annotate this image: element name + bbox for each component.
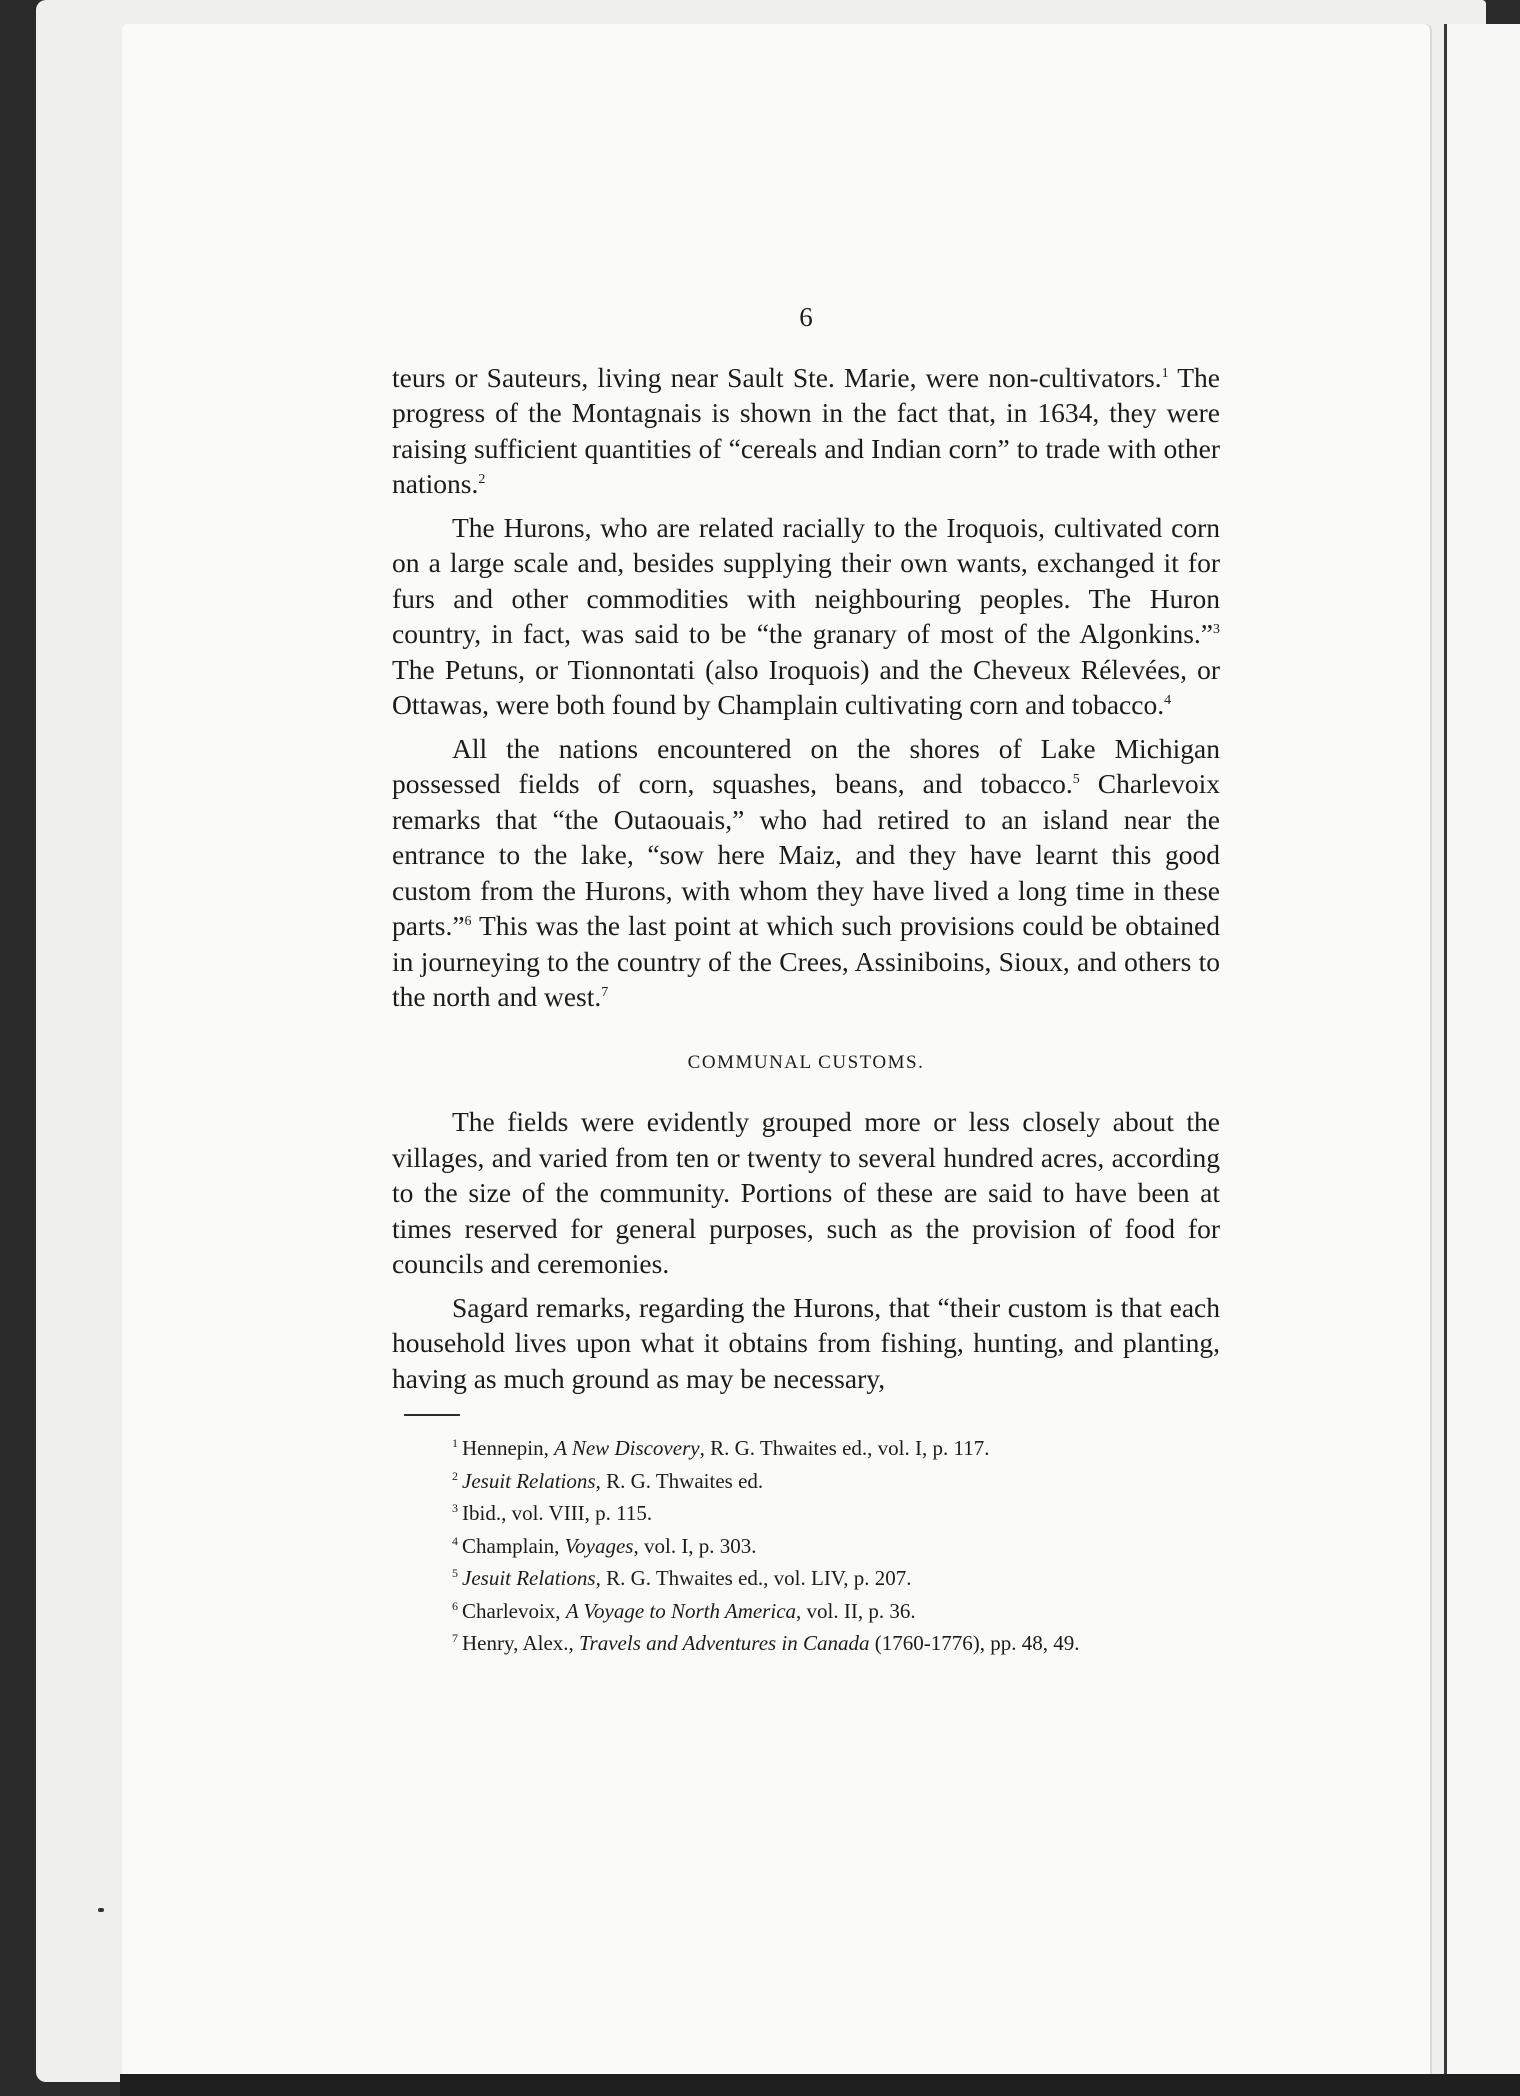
paragraph: [392, 731, 1220, 1015]
footnote-number: 6: [452, 1598, 458, 1613]
footnote-ref: 7: [601, 984, 609, 1000]
footnote-text: , vol. I, p. 303.: [633, 1533, 757, 1558]
paragraph: [392, 1104, 1220, 1282]
footnote-title: Jesuit Relations: [462, 1468, 596, 1493]
footnote-title: A New Discovery: [554, 1436, 700, 1460]
footnote-title: Voyages: [564, 1533, 634, 1558]
paragraph: [392, 1290, 1220, 1397]
footnote-number: 2: [452, 1468, 458, 1483]
footnote: [452, 1528, 1220, 1561]
footnote-number: 7: [452, 1631, 458, 1645]
paragraph-text: The Hurons, who are related racially to the Iroquois, cultivated corn on a large scale and, besides supplying their own wants, exchanged it for furs and other commodities with neighbouring peoples. The Huron country, in fact, was said to be “the granary of most of the Algonkins.”: [392, 511, 1220, 649]
footnote-text: , R. G. Thwaites ed.: [595, 1468, 764, 1493]
paragraph-text: The Petuns, or Tionnontati (also Iroquois) and the Cheveux Rélevées, or Ottawas, were both found by Champlain cultivating corn and tobacco.: [392, 653, 1220, 720]
footnote-ref: 1: [1161, 365, 1169, 381]
footnote-title: Travels and Adventures in Canada: [579, 1631, 870, 1655]
paragraph-text: This was the last point at which such provisions could be obtained in journeying to the country of the Crees, Assiniboins, Sioux, and others to the north and west.: [392, 910, 1220, 1012]
footnote: [452, 1463, 1220, 1496]
footnote-text: , R. G. Thwaites ed., vol. LIV, p. 207.: [595, 1566, 912, 1590]
footnote-text: , vol. II, p. 36.: [796, 1598, 916, 1623]
section-heading: COMMUNAL CUSTOMS.: [687, 1051, 925, 1073]
footnote: [452, 1495, 1220, 1528]
footnote-ref: 5: [1072, 771, 1080, 787]
paragraph-text: Charlevoix remarks that “the Outaouais,” who had retired to an island near the entrance to the lake, “sow here Maiz, and they have learnt this good custom from the Hurons, with whom they have lived a long time in these parts.”: [392, 768, 1220, 941]
paragraph-text: The fields were evidently grouped more or less closely about the villages, and varied from ten or twenty to several hundred acres, according to the size of the community. Portions of these are said to have been at times reserved for general purposes, such as the provision of food for councils and ceremonies.: [392, 1106, 1220, 1279]
page-number: 6: [799, 302, 813, 332]
footnote-ref: 3: [1213, 621, 1220, 637]
footnote-text: Charlevoix,: [462, 1598, 566, 1623]
paragraph: [392, 510, 1220, 723]
footnote-number: 3: [452, 1501, 458, 1515]
footnote: [452, 1593, 1220, 1626]
footnote-text: Ibid., vol. VIII, p. 115.: [462, 1501, 653, 1525]
footnote-ref: 4: [1164, 692, 1172, 708]
footnote-ref: 2: [478, 471, 486, 487]
footnote-number: 1: [452, 1436, 458, 1450]
footnote-title: A Voyage to North America: [565, 1598, 797, 1623]
paragraph: [392, 360, 1220, 502]
next-page-edge: [1444, 24, 1520, 2096]
paragraph-text: teurs or Sauteurs, living near Sault Ste. Marie, were non-cultivators.: [392, 361, 1162, 393]
footnote-rule: [404, 1414, 460, 1416]
scan-speck: [98, 1908, 104, 1912]
footnote-number: 4: [452, 1533, 458, 1548]
footnote-ref: 6: [464, 913, 472, 929]
paragraph-text: The progress of the Montagnais is shown in the fact that, in 1634, they were raising sufficient quantities of “cereals and Indian corn” to trade with other nations.: [392, 361, 1220, 499]
body-before-heading: [392, 360, 1220, 1015]
footnote: [452, 1625, 1220, 1658]
footnote-text: Champlain,: [462, 1533, 565, 1558]
footnote-text: Henry, Alex.,: [462, 1631, 580, 1655]
body-after-heading: [392, 1104, 1220, 1396]
footnote-title: Jesuit Relations: [462, 1566, 596, 1590]
footnote-text: , R. G. Thwaites ed., vol. I, p. 117.: [699, 1436, 990, 1460]
footnote: [452, 1430, 1220, 1463]
footnote-text: Hennepin,: [462, 1436, 555, 1460]
page-text: [392, 300, 1220, 1658]
footnote-text: (1760-1776), pp. 48, 49.: [869, 1631, 1080, 1655]
paragraph-text: Sagard remarks, regarding the Hurons, that “their custom is that each household lives upon what it obtains from fishing, hunting, and planting, having as much ground as may be necessary,: [392, 1291, 1220, 1394]
footnotes: [392, 1430, 1220, 1658]
footnote-number: 5: [452, 1566, 458, 1580]
scan-bottom-edge: [120, 2074, 1520, 2096]
paragraph-text: All the nations encountered on the shores of Lake Michigan possessed fields of corn, squashes, beans, and tobacco.: [392, 732, 1220, 799]
footnote: [452, 1560, 1220, 1593]
